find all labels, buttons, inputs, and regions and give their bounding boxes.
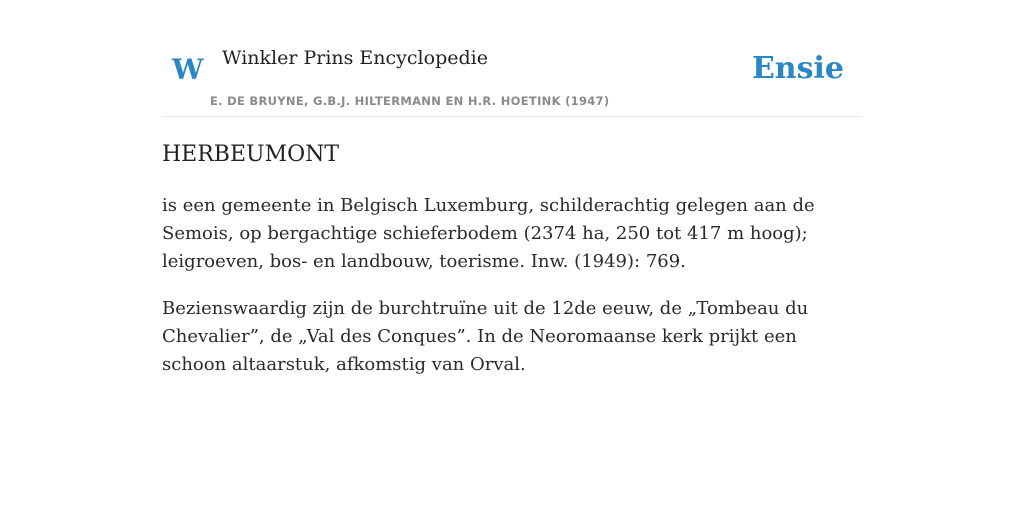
source-logo[interactable]: W [172,53,204,86]
source-title-link[interactable]: Winkler Prins Encyclopedie [222,47,488,69]
article-body [162,138,862,379]
article-paragraph-2: Bezienswaardig zijn de burchtruïne uit de 12de eeuw, de „Tombeau du Chevalier”, de „Val des Conques”. In de Neoromaanse kerk prijkt een schoon altaarstuk, afkomstig van Orval. [162,298,809,375]
ensie-brand-logo[interactable]: Ensie [751,51,844,86]
article-paragraph-1: is een gemeente in Belgisch Luxemburg, schilderachtig gelegen aan de Semois, op bergachtige schieferbodem (2374 ha, 250 tot 417 m hoog); leigroeven, bos- en landbouw, toerisme. Inw. (1949): 769. [162,195,815,272]
article-headword: HERBEUMONT [162,142,340,167]
source-authors: E. DE BRUYNE, G.B.J. HILTERMANN EN H.R. HOETINK (1947) [210,94,610,108]
source-header [162,0,862,117]
